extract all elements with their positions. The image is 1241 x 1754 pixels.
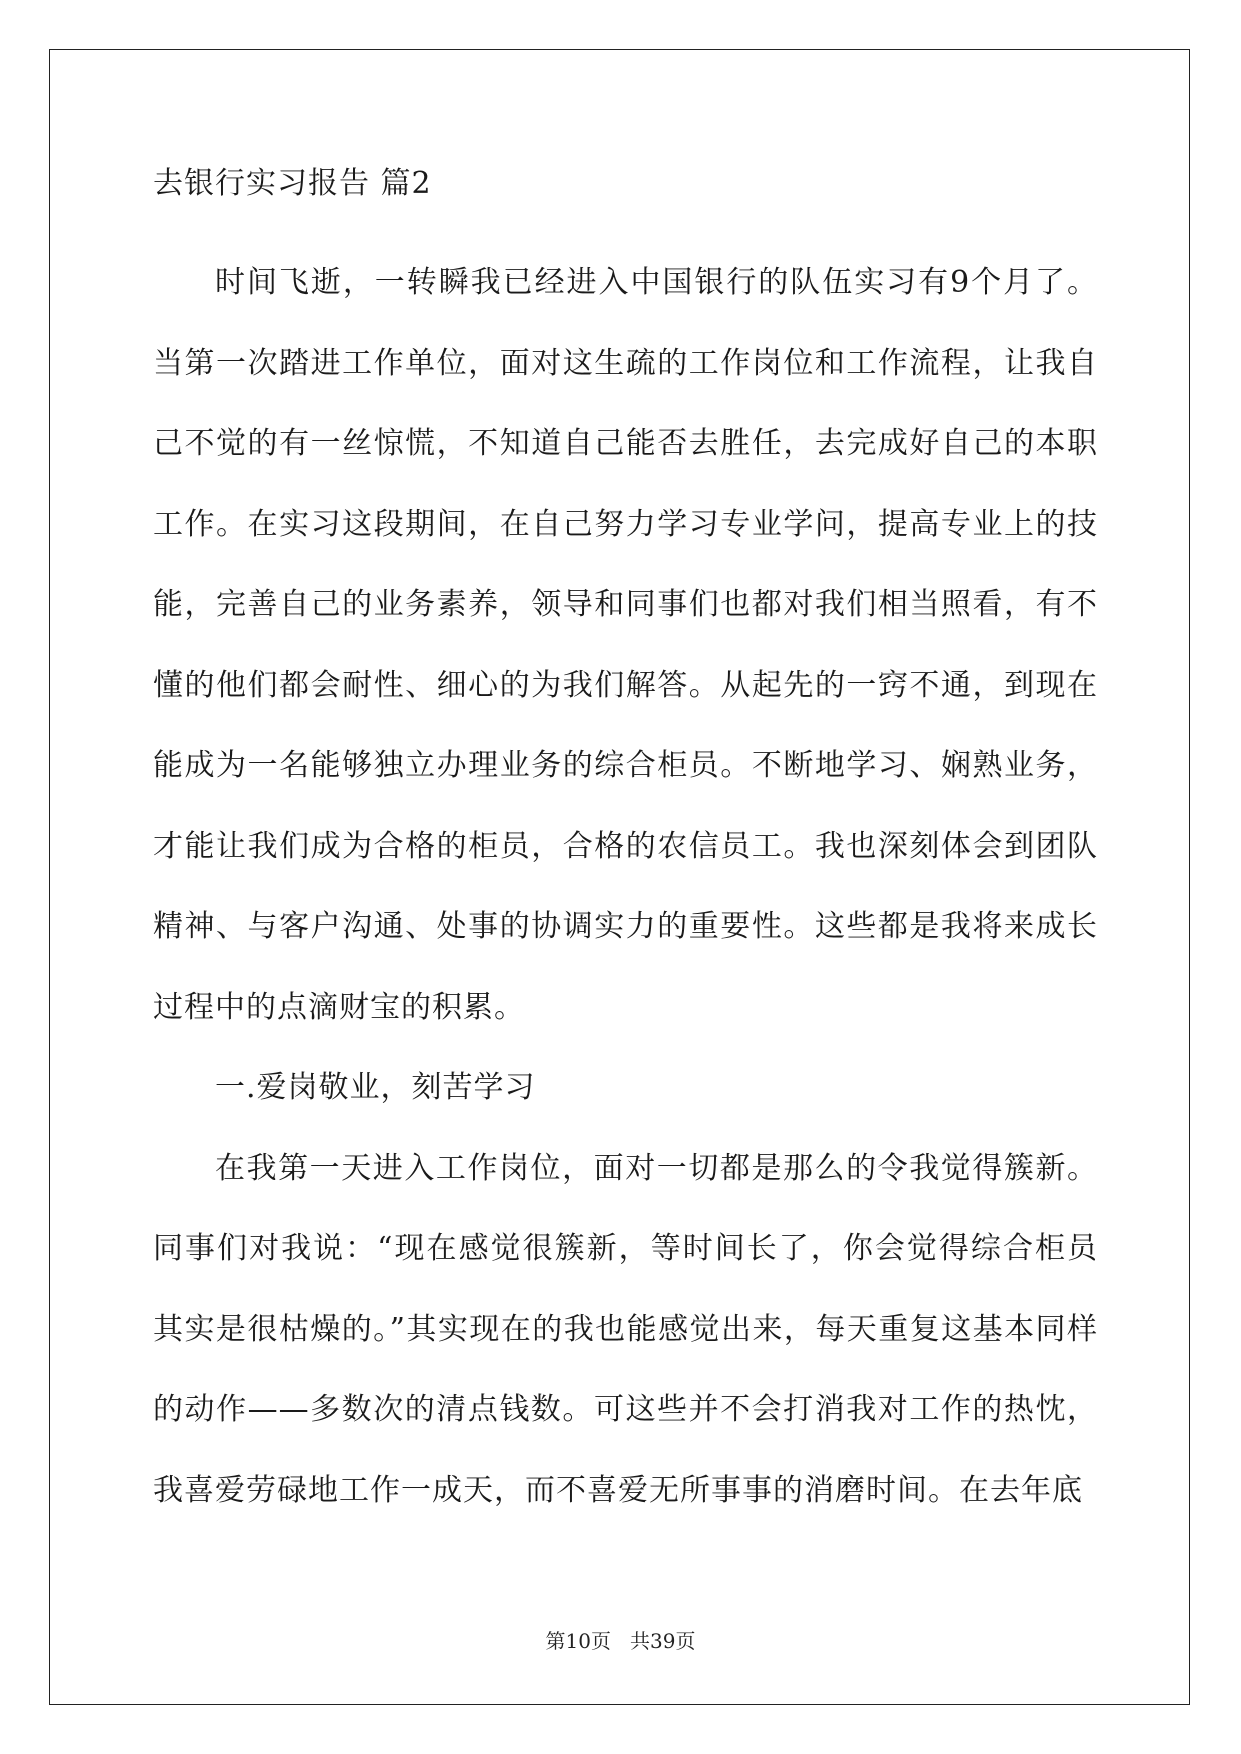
page-number: 第10页 — [545, 1629, 611, 1653]
page-footer — [0, 1628, 1241, 1654]
paragraph-intro: 时间飞逝，一转瞬我已经进入中国银行的队伍实习有9个月了。当第一次踏进工作单位，面对这生疏的工作岗位和工作流程，让我自己不觉的有一丝惊慌，不知道自己能否去胜任，去完成好自己的本职工作。在实习这段期间，在自己努力学习专业学问，提高专业上的技能，完善自己的业务素养，领导和同事们也都对我们相当照看，有不懂的他们都会耐性、细心的为我们解答。从起先的一窍不通，到现在能成为一名能够独立办理业务的综合柜员。不断地学习、娴熟业务，才能让我们成为合格的柜员，合格的农信员工。我也深刻体会到团队精神、与客户沟通、处事的协调实力的重要性。这些都是我将来成长过程中的点滴财宝的积累。 — [153, 265, 1098, 1025]
subheading-dedication: 一.爱岗敬业，刻苦学习 — [215, 1070, 536, 1105]
page-total: 共39页 — [630, 1629, 696, 1653]
document-body — [153, 163, 1098, 1531]
paragraph-first-day: 在我第一天进入工作岗位，面对一切都是那么的令我觉得簇新。同事们对我说：“现在感觉很簇新，等时间长了，你会觉得综合柜员其实是很枯燥的。”其实现在的我也能感觉出来，每天重复这基本同样的动作——多数次的清点钱数。可这些并不会打消我对工作的热忱，我喜爱劳碌地工作一成天，而不喜爱无所事事的消磨时间。在去年底 — [153, 1150, 1098, 1508]
section-heading: 去银行实习报告 篇2 — [153, 166, 432, 201]
